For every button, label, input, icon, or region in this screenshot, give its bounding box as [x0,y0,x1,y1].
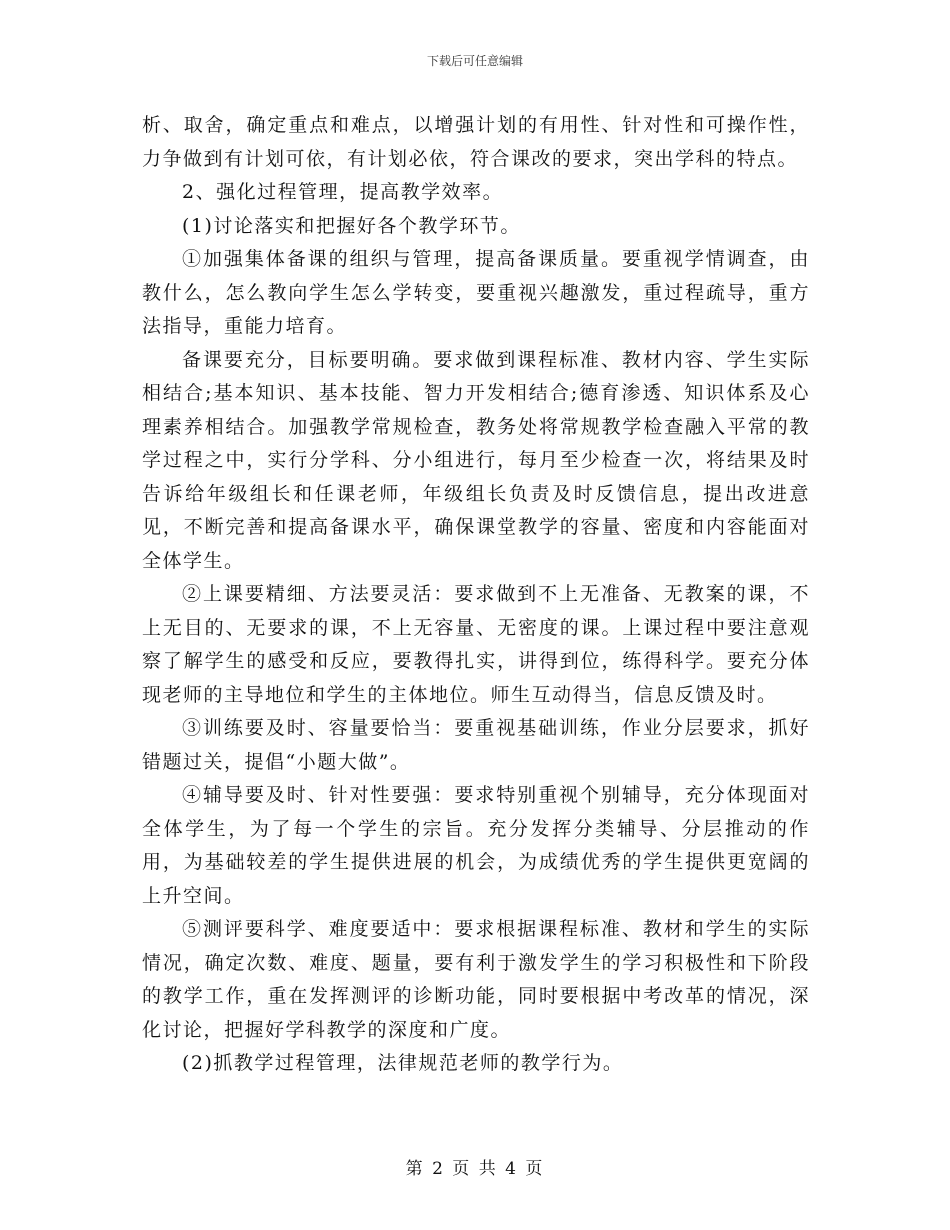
paragraph-7: ③训练要及时、容量要恰当：要重视基础训练，作业分层要求，抓好错题过关，提倡“小题大做”。 [142,717,810,773]
paragraph-9: ⑤测评要科学、难度要适中：要求根据课程标准、教材和学生的实际情况，确定次数、难度、题量，要有利于激发学生的学习积极性和下阶段的教学工作，重在发挥测评的诊断功能，同时要根据中考改革的情况，深化讨论，把握好学科教学的深度和广度。 [142,918,810,1041]
page-header: 下载后可任意编辑 [426,54,523,68]
paragraph-2: 2、强化过程管理，提高教学效率。 [182,181,504,203]
document-body [142,109,810,1081]
paragraph-4: ①加强集体备课的组织与管理，提高备课质量。要重视学情调查，由教什么，怎么教向学生怎么学转变，要重视兴趣激发，重过程疏导，重方法指导，重能力培育。 [142,248,810,337]
paragraph-3: (1)讨论落实和把握好各个教学环节。 [182,214,521,237]
paragraph-1: 析、取舍，确定重点和难点，以增强计划的有用性、针对性和可操作性，力争做到有计划可依，有计划必依，符合课改的要求，突出学科的特点。 [142,114,810,170]
paragraph-6: ②上课要精细、方法要灵活：要求做到不上无准备、无教案的课，不上无目的、无要求的课，不上无容量、无密度的课。上课过程中要注意观察了解学生的感受和反应，要教得扎实，讲得到位，练得科学。要充分体现老师的主导地位和学生的主体地位。师生互动得当，信息反馈及时。 [142,583,810,706]
paragraph-10: (2)抓教学过程管理，法律规范老师的教学行为。 [182,1052,624,1074]
page-number-footer: 第 2 页 共 4 页 [405,1159,545,1179]
paragraph-5: 备课要充分，目标要明确。要求做到课程标准、教材内容、学生实际相结合;基本知识、基本技能、智力开发相结合;德育渗透、知识体系及心理素养相结合。加强教学常规检查，教务处将常规教学检查融入平常的教学过程之中，实行分学科、分小组进行，每月至少检查一次，将结果及时告诉给年级组长和任课老师，年级组长负责及时反馈信息，提出改进意见，不断完善和提高备课水平，确保课堂教学的容量、密度和内容能面对全体学生。 [142,348,810,572]
paragraph-8: ④辅导要及时、针对性要强：要求特别重视个别辅导，充分体现面对全体学生，为了每一个学生的宗旨。充分发挥分类辅导、分层推动的作用，为基础较差的学生提供进展的机会，为成绩优秀的学生提供更宽阔的上升空间。 [142,784,810,907]
